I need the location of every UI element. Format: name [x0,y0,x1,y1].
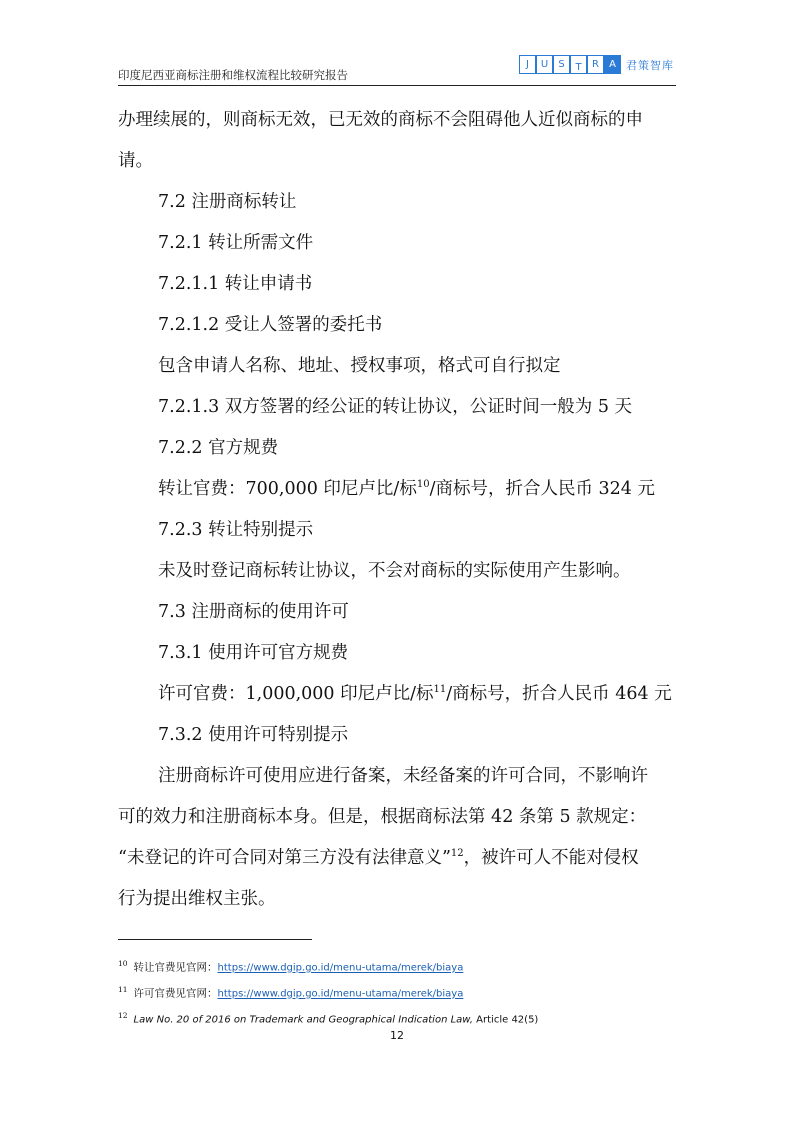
footnote-ref[interactable]: 10 [416,479,430,491]
footnote-link[interactable]: https://www.dgip.go.id/menu-utama/merek/biaya [217,962,464,974]
logo-letter-r: R [587,55,604,74]
fee-text: /商标号，折合人民币 464 元 [446,684,672,704]
fee-text: 许可官费：1,000,000 印尼卢比/标 [158,684,434,704]
page-number: 12 [390,1029,404,1042]
section-heading: 7.2.2 官方规费 [158,438,279,458]
section-heading: 7.2.1.3 双方签署的经公证的转让协议，公证时间一般为 5 天 [158,397,633,417]
justra-logo [519,55,674,74]
footnote-ref[interactable]: 11 [433,684,447,696]
logo-letter-s: S [553,55,570,74]
footnote-mark: 11 [118,985,128,994]
section-heading: 7.2.3 转让特别提示 [158,520,314,540]
quote-text: ，被许可人不能对侵权 [463,848,639,868]
quote-line [118,838,678,879]
quote-text: “未登记的许可合同对第三方没有法律意义” [118,848,451,868]
footnote-law-title: Law No. 20 of 2016 on Trademark and Geographical Indication Law, [133,1014,473,1026]
section-heading: 7.2.1.1 转让申请书 [158,274,313,294]
footnote-text: 许可官费见官网： [133,987,218,1000]
footnote-mark: 10 [118,959,128,968]
fee-line-transfer [118,469,678,510]
paragraph-line: 办理续展的，则商标无效，已无效的商标不会阻碍他人近似商标的申 [118,110,643,130]
paragraph-line: 行为提出维权主张。 [118,889,276,909]
footnote-10 [118,957,678,983]
body-text [118,100,678,920]
footnote-11 [118,983,678,1009]
section-heading: 7.3 注册商标的使用许可 [158,602,349,622]
section-heading: 7.3.2 使用许可特别提示 [158,725,349,745]
fee-line-license [118,674,678,715]
paragraph-line: 注册商标许可使用应进行备案，未经备案的许可合同，不影响许 [158,766,648,786]
header-title: 印度尼西亚商标注册和维权流程比较研究报告 [118,68,348,82]
logo-letter-t: T [570,55,587,74]
footnote-link[interactable]: https://www.dgip.go.id/menu-utama/merek/biaya [217,988,464,1000]
logo-letter-a: A [604,55,621,74]
page-header [118,52,676,86]
footnote-article: Article 42(5) [473,1014,539,1026]
footnote-text: 转让官费见官网： [133,961,218,974]
section-heading: 7.3.1 使用许可官方规费 [158,643,349,663]
fee-text: 转让官费：700,000 印尼卢比/标 [158,479,417,499]
fee-text: /商标号，折合人民币 324 元 [429,479,655,499]
footnote-separator [118,939,312,940]
paragraph-line: 请。 [118,151,153,171]
footnotes [118,957,678,1035]
logo-letter-j: J [519,55,536,74]
logo-letter-u: U [536,55,553,74]
logo-chinese-name: 君策智库 [626,58,674,72]
paragraph-line: 未及时登记商标转让协议，不会对商标的实际使用产生影响。 [158,561,631,581]
paragraph-line: 可的效力和注册商标本身。但是，根据商标法第 42 条第 5 款规定： [118,807,647,827]
footnote-ref[interactable]: 12 [450,848,464,860]
section-heading: 7.2.1 转让所需文件 [158,233,314,253]
section-heading: 7.2.1.2 受让人签署的委托书 [158,315,383,335]
header-rule [118,85,676,86]
footnote-mark: 12 [118,1011,128,1020]
paragraph-line: 包含申请人名称、地址、授权事项，格式可自行拟定 [158,356,561,376]
section-heading: 7.2 注册商标转让 [158,192,297,212]
